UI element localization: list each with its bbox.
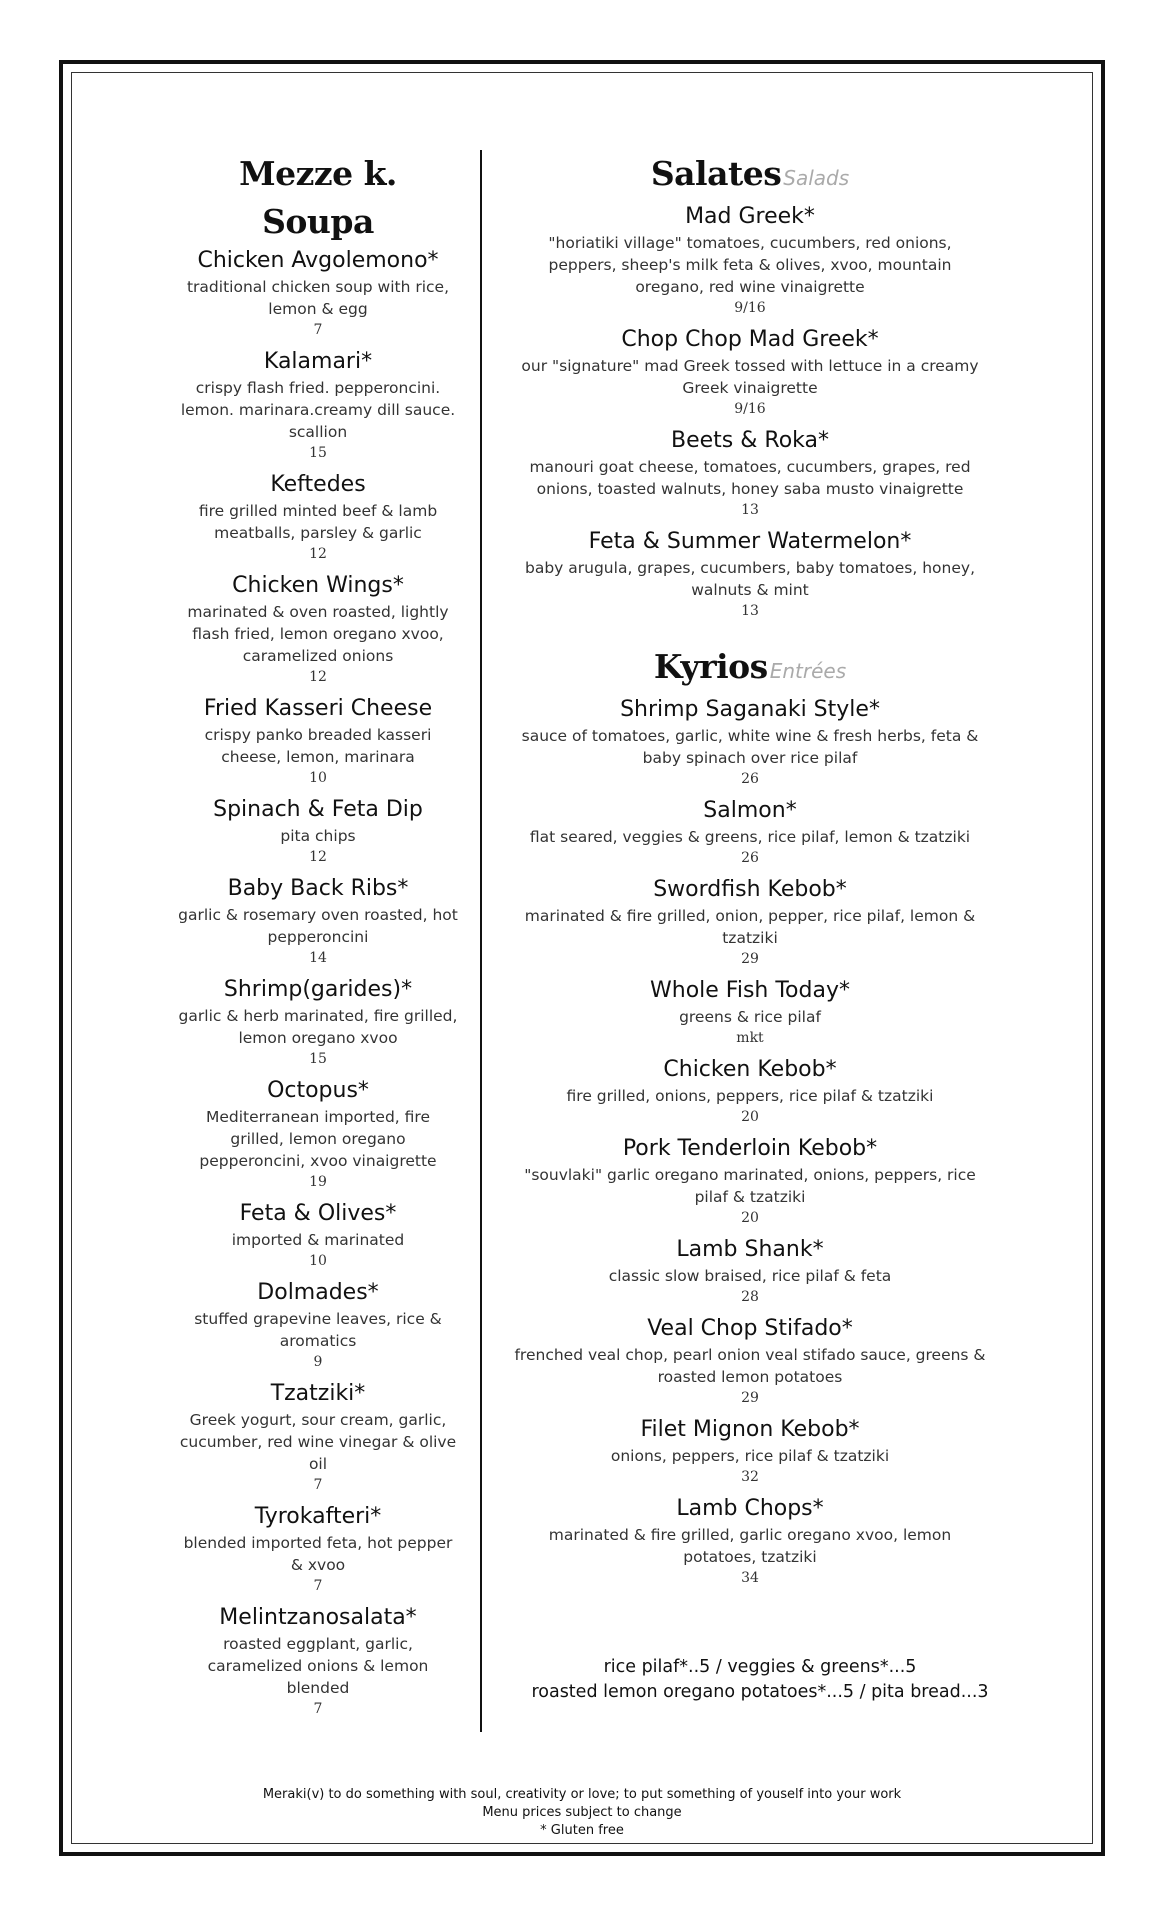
meraki-definition: Meraki(v) to do something with soul, creativity or love; to put something of youself into your work [262,1787,902,1802]
menu-item-name: Kalamari* [263,349,373,374]
menu-item-description: garlic & rosemary oven roasted, hot pepperoncini [178,906,458,946]
menu-item-price: 15 [309,1051,327,1067]
menu-item [510,1415,990,1487]
menu-item-price: 9/16 [734,300,766,316]
menu-item-price: 12 [309,849,327,865]
menu-item-price: 7 [313,1578,323,1594]
menu-item-name: Feta & Summer Watermelon* [588,529,912,554]
mezze-soupa-column [178,150,458,1726]
menu-item [178,1603,458,1719]
menu-item-price: 7 [313,1477,323,1493]
menu-item-name: Swordfish Kebob* [653,877,847,902]
menu-item-description: fire grilled minted beef & lamb meatballs, parsley & garlic [198,502,438,542]
menu-item-description: pita chips [280,827,356,845]
mezze-soupa-list [178,246,458,1719]
menu-item-name: Chicken Kebob* [663,1057,837,1082]
menu-item-description: baby arugula, grapes, cucumbers, baby tomatoes, honey, walnuts & mint [525,559,975,599]
menu-footer [110,1786,1054,1840]
menu-item-price: mkt [736,1030,764,1046]
menu-item-description: manouri goat cheese, tomatoes, cucumbers, grapes, red onions, toasted walnuts, honey saba musto vinaigrette [529,458,971,498]
prices-note: Menu prices subject to change [482,1805,682,1820]
menu-item-description: our "signature" mad Greek tossed with lettuce in a creamy Greek vinaigrette [521,357,979,397]
menu-item-price: 20 [741,1210,759,1226]
menu-item-name: Lamb Shank* [676,1237,824,1262]
menu-item-description: Greek yogurt, sour cream, garlic, cucumber, red wine vinegar & olive oil [179,1411,457,1473]
menu-item-name: Lamb Chops* [676,1496,824,1521]
menu-item [510,976,990,1048]
menu-item [178,246,458,340]
kyrios-heading [510,643,990,695]
menu-item [510,1134,990,1228]
menu-item-description: "horiatiki village" tomatoes, cucumbers, red onions, peppers, sheep's milk feta & olives, xvoo, mountain oregano, red wine vinaigrette [548,234,952,296]
menu-item-name: Chicken Avgolemono* [197,248,439,273]
menu-item-name: Mad Greek* [685,204,815,229]
menu-item-description: sauce of tomatoes, garlic, white wine & fresh herbs, feta & baby spinach over rice pilaf [521,727,979,767]
menu-item-name: Shrimp(garides)* [223,977,413,1002]
menu-item [178,1278,458,1372]
menu-item-description: garlic & herb marinated, fire grilled, lemon oregano xvoo [178,1007,458,1047]
menu-item [510,1314,990,1408]
menu-item-name: Dolmades* [257,1280,379,1305]
menu-item [178,795,458,867]
salates-list [510,202,990,621]
column-divider [480,150,482,1732]
sides-line-2: roasted lemon oregano potatoes*...5 / pita bread...3 [531,1682,989,1702]
menu-item-name: Tzatziki* [270,1381,366,1406]
menu-item-price: 34 [741,1570,759,1586]
menu-item-price: 26 [741,771,759,787]
menu-item-description: classic slow braised, rice pilaf & feta [608,1267,892,1285]
menu-item-description: imported & marinated [231,1231,405,1249]
menu-item-description: roasted eggplant, garlic, caramelized onions & lemon blended [207,1635,429,1697]
menu-item-name: Melintzanosalata* [219,1605,417,1630]
menu-item [510,695,990,789]
sides-block [510,1655,1010,1705]
menu-item-price: 12 [309,669,327,685]
menu-item [178,975,458,1069]
menu-item [178,1199,458,1271]
menu-item-price: 26 [741,850,759,866]
menu-item-price: 13 [741,502,759,518]
menu-item-name: Tyrokafteri* [254,1504,382,1529]
menu-item-description: stuffed grapevine leaves, rice & aromatics [194,1310,442,1350]
menu-item-name: Whole Fish Today* [650,978,850,1003]
menu-item-name: Spinach & Feta Dip [213,797,423,822]
mezze-soupa-heading: Mezze k. Soupa [239,154,397,241]
gluten-free-note: * Gluten free [540,1823,624,1838]
menu-item-price: 29 [741,1390,759,1406]
menu-item-price: 10 [309,770,327,786]
menu-item [178,347,458,463]
menu-item-name: Filet Mignon Kebob* [640,1417,860,1442]
salates-heading [510,150,990,202]
menu-item-price: 9/16 [734,401,766,417]
menu-item-price: 20 [741,1109,759,1125]
menu-item [178,1502,458,1596]
menu-item [178,1379,458,1495]
menu-item-name: Shrimp Saganaki Style* [620,697,880,722]
menu-item-name: Keftedes [270,472,366,497]
menu-item-price: 28 [741,1289,759,1305]
menu-item-description: marinated & fire grilled, garlic oregano xvoo, lemon potatoes, tzatziki [548,1526,952,1566]
menu-item [510,796,990,868]
right-column [510,150,990,1595]
menu-item [510,875,990,969]
menu-item-description: "souvlaki" garlic oregano marinated, onions, peppers, rice pilaf & tzatziki [524,1166,976,1206]
menu-item [178,571,458,687]
menu-item-price: 12 [309,546,327,562]
salates-subtitle: Salads [783,166,850,190]
menu-item [510,202,990,318]
salates-title: Salates [650,154,782,193]
menu-item [510,426,990,520]
menu-item-name: Chicken Wings* [232,573,404,598]
menu-item-price: 19 [309,1174,327,1190]
menu-item-price: 15 [309,445,327,461]
menu-item-description: flat seared, veggies & greens, rice pilaf, lemon & tzatziki [529,828,971,846]
menu-item [178,1076,458,1192]
menu-item-description: Mediterranean imported, fire grilled, lemon oregano pepperoncini, xvoo vinaigrette [199,1108,437,1170]
menu-item-name: Beets & Roka* [671,428,829,453]
kyrios-title: Kyrios [653,647,768,686]
menu-item-name: Feta & Olives* [239,1201,397,1226]
menu-item-name: Salmon* [703,798,797,823]
menu-item-description: blended imported feta, hot pepper & xvoo [183,1534,453,1574]
menu-item [510,325,990,419]
menu-item-name: Fried Kasseri Cheese [203,696,433,721]
menu-item [178,694,458,788]
menu-item-description: crispy panko breaded kasseri cheese, lemon, marinara [204,726,432,766]
menu-item [510,1055,990,1127]
menu-item-description: greens & rice pilaf [679,1008,821,1026]
menu-item-description: marinated & oven roasted, lightly flash fried, lemon oregano xvoo, caramelized onions [187,603,449,665]
menu-item-price: 7 [313,322,323,338]
menu-item [510,527,990,621]
menu-item-name: Baby Back Ribs* [227,876,409,901]
menu-item-price: 29 [741,951,759,967]
menu-item-description: crispy flash fried. pepperoncini. lemon. marinara.creamy dill sauce. scallion [180,379,456,441]
menu-item-price: 32 [741,1469,759,1485]
sides-line-1: rice pilaf*..5 / veggies & greens*...5 [603,1657,917,1677]
menu-item-description: traditional chicken soup with rice, lemon & egg [186,278,450,318]
menu-item-description: frenched veal chop, pearl onion veal stifado sauce, greens & roasted lemon potatoes [514,1346,986,1386]
menu-item-name: Chop Chop Mad Greek* [621,327,879,352]
menu-item-price: 9 [313,1354,323,1370]
menu-item-description: fire grilled, onions, peppers, rice pilaf & tzatziki [566,1087,934,1105]
menu-item-price: 13 [741,603,759,619]
menu-item-name: Veal Chop Stifado* [647,1316,853,1341]
kyrios-list [510,695,990,1588]
menu-item [510,1494,990,1588]
menu-item-price: 14 [309,950,327,966]
menu-item-price: 10 [309,1253,327,1269]
menu-item [178,874,458,968]
menu-item [510,1235,990,1307]
kyrios-subtitle: Entrées [769,659,847,683]
menu-item [178,470,458,564]
menu-item-name: Octopus* [267,1078,369,1103]
menu-item-description: marinated & fire grilled, onion, pepper, rice pilaf, lemon & tzatziki [524,907,976,947]
menu-item-price: 7 [313,1701,323,1717]
menu-item-name: Pork Tenderloin Kebob* [622,1136,878,1161]
menu-item-description: onions, peppers, rice pilaf & tzatziki [610,1447,890,1465]
